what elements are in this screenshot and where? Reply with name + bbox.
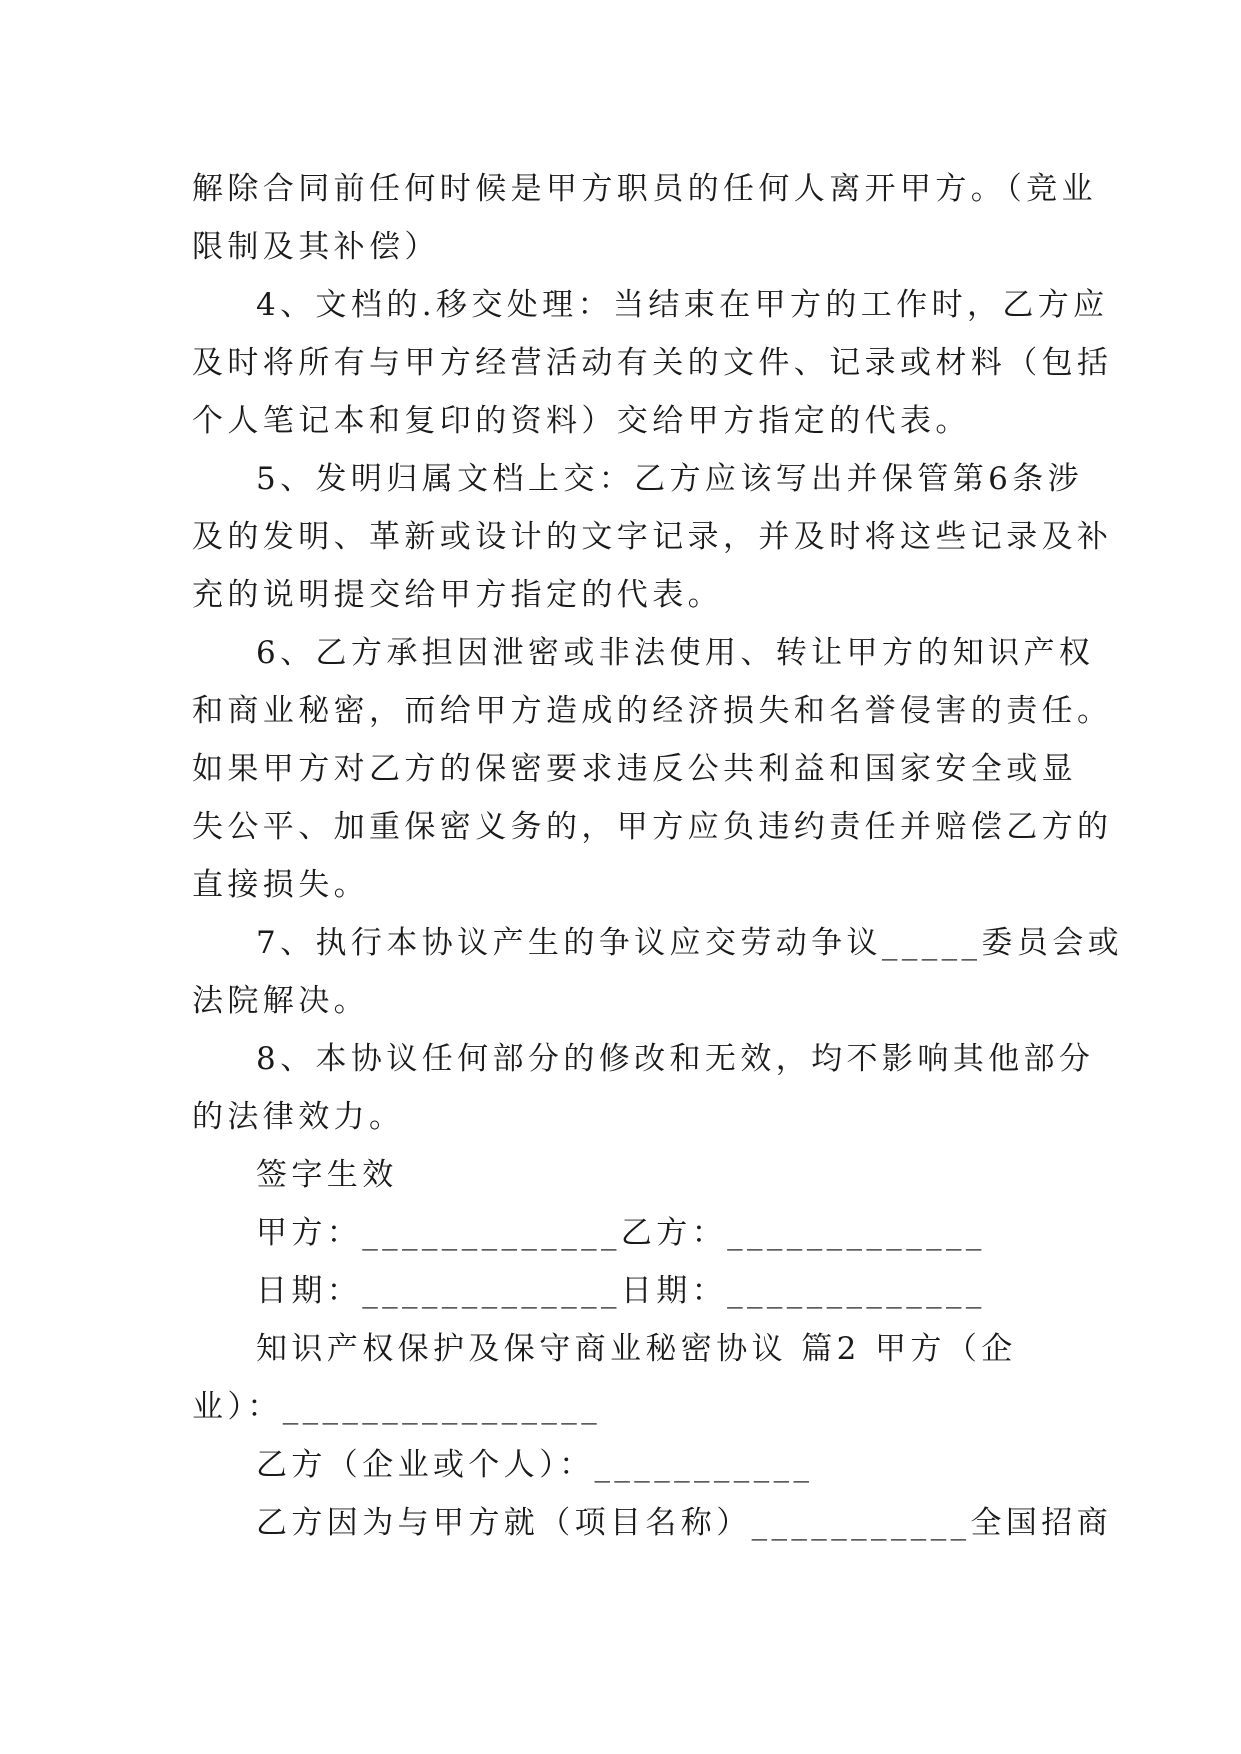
text-line-2: 限制及其补偿）	[192, 229, 440, 265]
text-line-5: 个人笔记本和复印的资料）交给甲方指定的代表。	[192, 403, 971, 439]
text-line-21: 知识产权保护及保守商业秘密协议 篇2 甲方（企	[256, 1331, 1017, 1367]
text-line-1: 解除合同前任何时候是甲方职员的任何人离开甲方。（竞业	[192, 171, 1097, 207]
document-page	[192, 160, 1124, 1552]
text-line-22: 业）：________________	[192, 1389, 602, 1425]
text-line-10: 和商业秘密，而给甲方造成的经济损失和名誉侵害的责任。	[192, 693, 1113, 729]
text-line-13: 直接损失。	[192, 867, 369, 903]
text-line-6: 5、发明归属文档上交：乙方应该写出并保管第6条涉	[256, 461, 1084, 497]
text-line-19: 甲方：_____________乙方：_____________	[256, 1215, 986, 1251]
text-line-20: 日期：_____________日期：_____________	[256, 1273, 986, 1309]
text-line-15: 法院解决。	[192, 983, 369, 1019]
text-line-12: 失公平、加重保密义务的，甲方应负违约责任并赔偿乙方的	[192, 809, 1113, 845]
text-line-3: 4、文档的.移交处理：当结束在甲方的工作时，乙方应	[256, 287, 1109, 323]
text-line-11: 如果甲方对乙方的保密要求违反公共利益和国家安全或显	[192, 751, 1077, 787]
text-line-7: 及的发明、革新或设计的文字记录，并及时将这些记录及补	[192, 519, 1113, 555]
text-line-17: 的法律效力。	[192, 1099, 405, 1135]
text-line-9: 6、乙方承担因泄密或非法使用、转让甲方的知识产权	[256, 635, 1095, 671]
text-line-18: 签字生效	[256, 1157, 398, 1193]
text-line-4: 及时将所有与甲方经营活动有关的文件、记录或材料（包括	[192, 345, 1113, 381]
text-line-23: 乙方（企业或个人）：___________	[256, 1447, 814, 1483]
text-line-14: 7、执行本协议产生的争议应交劳动争议_____委员会或	[256, 925, 1124, 961]
text-line-24: 乙方因为与甲方就（项目名称）___________全国招商	[256, 1505, 1113, 1541]
text-line-8: 充的说明提交给甲方指定的代表。	[192, 577, 723, 613]
text-line-16: 8、本协议任何部分的修改和无效，均不影响其他部分	[256, 1041, 1095, 1077]
